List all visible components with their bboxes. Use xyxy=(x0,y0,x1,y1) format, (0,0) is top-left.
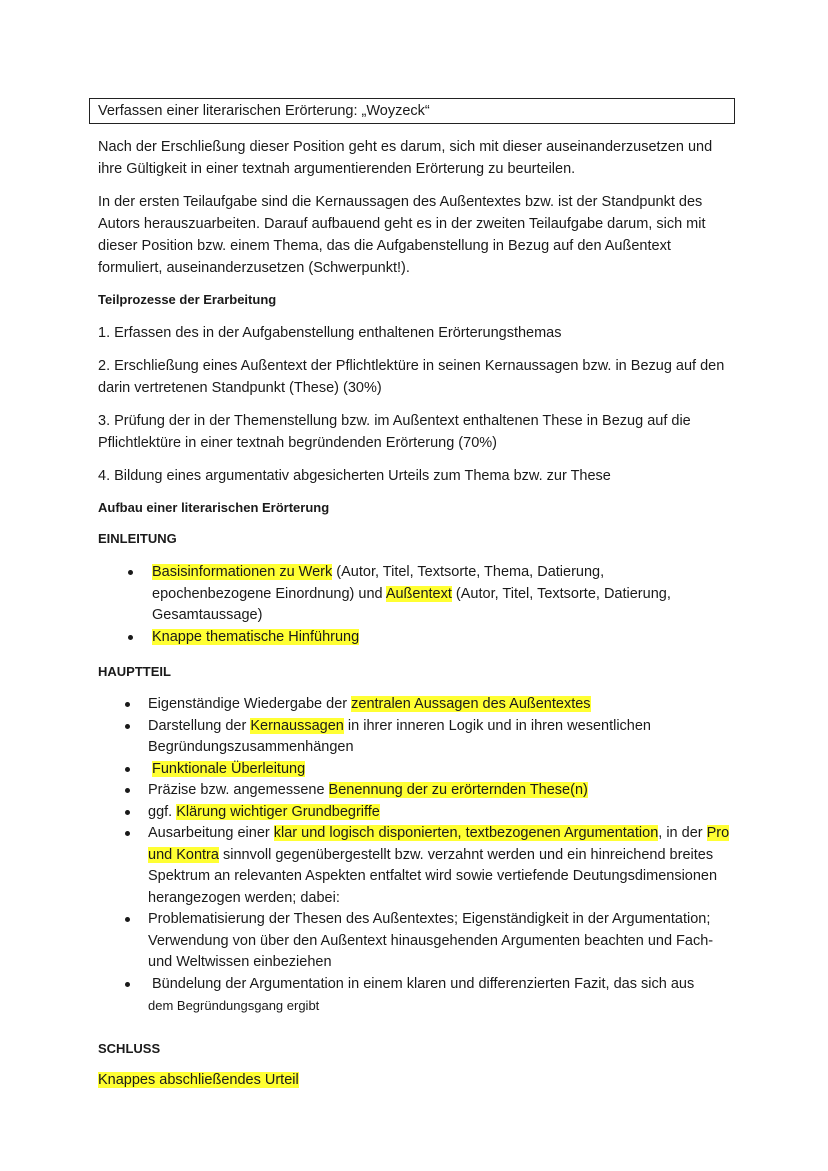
list-text: Eigenständige Wiedergabe der xyxy=(148,696,352,712)
bullet-icon xyxy=(125,810,130,815)
bullet-icon xyxy=(125,724,130,729)
highlight-text: Klärung wichtiger Grundbegriffe xyxy=(176,803,380,820)
list-text: dem Begründungsgang ergibt xyxy=(148,998,320,1013)
list-item xyxy=(148,694,733,716)
list-item xyxy=(152,562,722,627)
list-text: Präzise bzw. angemessene xyxy=(148,782,329,798)
highlight-text: Basisinformationen zu Werk xyxy=(152,564,333,580)
bullet-icon xyxy=(125,917,130,922)
list-text: (Autor, Titel, Textsorte, Thema, Datierung, epochenbezogene Einordnung) und xyxy=(152,564,605,602)
list-item xyxy=(148,759,733,781)
hauptteil-heading: HAUPTTEIL xyxy=(98,664,171,679)
list-item xyxy=(148,716,733,759)
hauptteil-list xyxy=(148,694,733,1018)
step-1: 1. Erfassen des in der Aufgabenstellung enthaltenen Erörterungsthemas xyxy=(98,325,562,341)
einleitung-list xyxy=(152,562,722,648)
intro-paragraph-2: In der ersten Teilaufgabe sind die Kernaussagen des Außentextes bzw. ist der Standpunkt des Autors herauszuarbeiten. Darauf aufbauend geht es in der zweiten Teilaufgabe darum, sich mit dieser Position bzw. einem Thema, das die Aufgabenstellung in Bezug auf den Außentext formuliert, auseinanderzusetzen (Schwerpunkt!). xyxy=(98,194,706,276)
bullet-icon xyxy=(125,982,130,987)
list-item xyxy=(148,802,733,824)
list-item xyxy=(148,780,733,802)
bullet-icon xyxy=(128,635,133,640)
highlight-text: Knappe thematische Hinführung xyxy=(152,628,360,645)
bullet-icon xyxy=(125,767,130,772)
list-text: , in der xyxy=(658,825,707,841)
step-3: 3. Prüfung der in der Themenstellung bzw. im Außentext enthaltenen These in Bezug auf die Pflichtlektüre in einer textnah begründenden Erörterung (70%) xyxy=(98,413,691,451)
document-title: Verfassen einer literarischen Erörterung: „Woyzeck“ xyxy=(98,103,430,119)
step-2: 2. Erschließung eines Außentext der Pflichtlektüre in seinen Kernaussagen bzw. in Bezug auf den darin vertretenen Standpunkt (These) (30%) xyxy=(98,358,725,396)
schluss-text xyxy=(98,1069,299,1091)
bullet-icon xyxy=(128,570,133,575)
list-text: Ausarbeitung einer xyxy=(148,825,274,841)
highlight-text: Knappes abschließendes Urteil xyxy=(98,1072,299,1088)
process-heading: Teilprozesse der Erarbeitung xyxy=(98,292,277,307)
bullet-icon xyxy=(125,831,130,836)
highlight-text: Benennung der zu erörternden These(n) xyxy=(328,782,588,798)
list-text: sinnvoll gegenübergestellt bzw. verzahnt werden und ein hinreichend breites Spektrum an relevanten Aspekten entfaltet wird sowie vertiefende Deutungsdimensionen herangezogen werden; dabei: xyxy=(148,846,718,906)
list-item xyxy=(152,627,722,649)
list-item xyxy=(148,823,733,909)
structure-heading: Aufbau einer literarischen Erörterung xyxy=(98,500,330,515)
step-4: 4. Bildung eines argumentativ abgesicherten Urteils zum Thema bzw. zur These xyxy=(98,468,611,484)
list-text: ggf. xyxy=(148,803,177,820)
document-title-box xyxy=(89,98,735,124)
highlight-text: Außentext xyxy=(385,585,452,602)
highlight-text: Pro und Kontra xyxy=(148,825,730,863)
list-text: Darstellung der xyxy=(148,717,251,734)
list-item xyxy=(148,974,733,1018)
list-text: in ihrer inneren Logik und in ihren wesentlichen Begründungszusammenhängen xyxy=(148,717,651,755)
highlight-text: zentralen Aussagen des Außentextes xyxy=(351,696,591,712)
schluss-heading: SCHLUSS xyxy=(98,1041,161,1056)
intro-paragraph-1: Nach der Erschließung dieser Position geht es darum, sich mit dieser auseinanderzusetzen und ihre Gültigkeit in einer textnah argumentierenden Erörterung zu beurteilen. xyxy=(98,139,713,177)
highlight-text: Funktionale Überleitung xyxy=(152,760,306,777)
highlight-text: klar und logisch disponierten, textbezogenen Argumentation xyxy=(273,825,659,841)
bullet-icon xyxy=(125,788,130,793)
list-text: (Autor, Titel, Textsorte, Datierung, Gesamtaussage) xyxy=(152,585,671,623)
highlight-text: Kernaussagen xyxy=(250,717,344,734)
bullet-icon xyxy=(125,702,130,707)
einleitung-heading: EINLEITUNG xyxy=(98,531,177,546)
list-text: Problematisierung der Thesen des Außentextes; Eigenständigkeit in der Argumentation; Verwendung von über den Außentext hinausgehenden Argumenten beachten und Fach- und Weltwissen einbeziehen xyxy=(148,911,714,970)
list-item xyxy=(148,909,733,974)
list-text: Bündelung der Argumentation in einem klaren und differenzierten Fazit, das sich aus xyxy=(152,975,695,992)
